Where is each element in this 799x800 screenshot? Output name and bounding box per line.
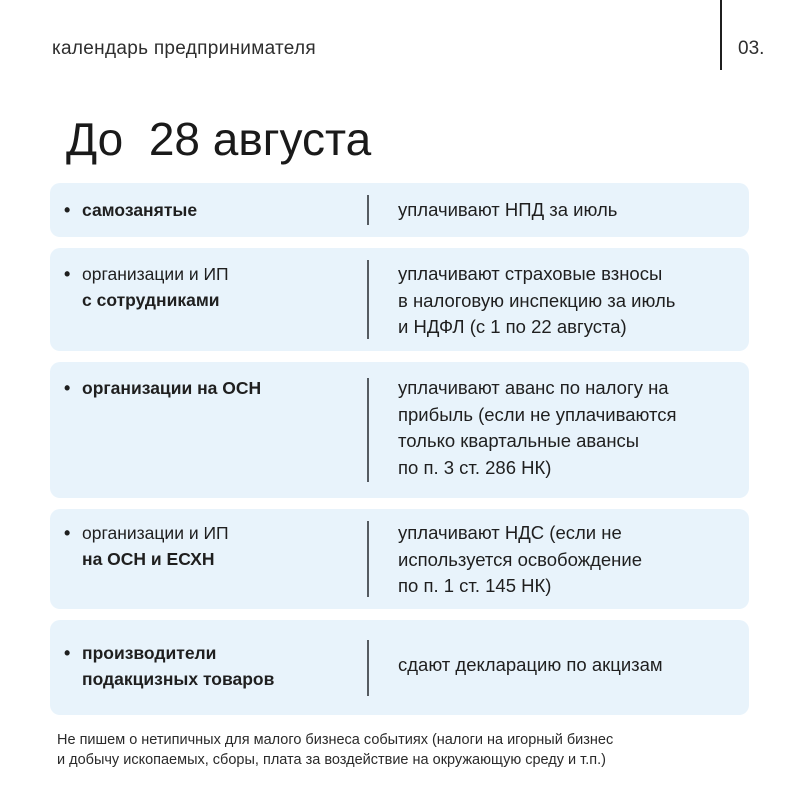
taxpayer-category (64, 261, 354, 313)
header-title: календарь предпринимателя (52, 38, 317, 59)
obligation-line: прибыль (если не уплачиваются (398, 403, 677, 425)
footnote (57, 730, 613, 770)
page-number: 03. (738, 38, 765, 59)
bullet-point: • (64, 643, 71, 663)
taxpayer-category (64, 640, 354, 692)
category-line: с сотрудниками (82, 290, 220, 310)
obligation-line: по п. 3 ст. 286 НК) (398, 456, 552, 478)
obligation-line: используется освобождение (398, 548, 643, 570)
column-separator (367, 640, 369, 696)
deadline-card (50, 183, 749, 237)
column-separator (367, 378, 369, 482)
obligation-description (398, 197, 738, 224)
deadline-card (50, 620, 749, 715)
bullet-point: • (64, 264, 71, 284)
obligation-line: уплачивают страховые взносы (398, 263, 663, 284)
deadline-card (50, 509, 749, 609)
category-line: организации и ИП (82, 264, 229, 284)
category-line: подакцизных товаров (82, 669, 275, 689)
obligation-description (398, 261, 738, 341)
obligation-line: уплачивают НДС (если не (398, 522, 622, 543)
category-line: самозанятые (82, 200, 198, 220)
header-divider (720, 0, 722, 70)
obligation-line: в налоговую инспекцию за июль (398, 289, 676, 311)
taxpayer-category (64, 197, 354, 223)
column-separator (367, 521, 369, 597)
obligation-line: по п. 1 ст. 145 НК) (398, 575, 552, 596)
category-line: организации и ИП (82, 523, 229, 543)
obligation-line: только квартальные авансы (398, 430, 640, 451)
deadline-card (50, 362, 749, 498)
page-heading: До 28 августа (66, 113, 372, 165)
column-separator (367, 260, 369, 339)
bullet-point: • (64, 378, 71, 398)
obligation-line: и НДФЛ (с 1 по 22 августа) (398, 316, 627, 337)
category-line: организации на ОСН (82, 378, 262, 398)
column-separator (367, 195, 369, 225)
obligation-description (398, 520, 738, 600)
obligation-description (398, 652, 738, 679)
obligation-line: сдают декларацию по акцизам (398, 654, 663, 675)
category-line: производители (82, 643, 217, 663)
taxpayer-category (64, 375, 354, 401)
taxpayer-category (64, 520, 354, 572)
obligation-line: уплачивают аванс по налогу на (398, 377, 669, 398)
category-line: на ОСН и ЕСХН (82, 549, 215, 569)
obligation-line: уплачивают НПД за июль (398, 199, 618, 220)
obligation-description (398, 375, 738, 481)
deadline-card (50, 248, 749, 351)
bullet-point: • (64, 200, 71, 220)
footnote-line: и добычу ископаемых, сборы, плата за воздействие на окружающую среду и т.п.) (57, 752, 606, 768)
bullet-point: • (64, 523, 71, 543)
footnote-line: Не пишем о нетипичных для малого бизнеса событиях (налоги на игорный бизнес (57, 732, 614, 748)
